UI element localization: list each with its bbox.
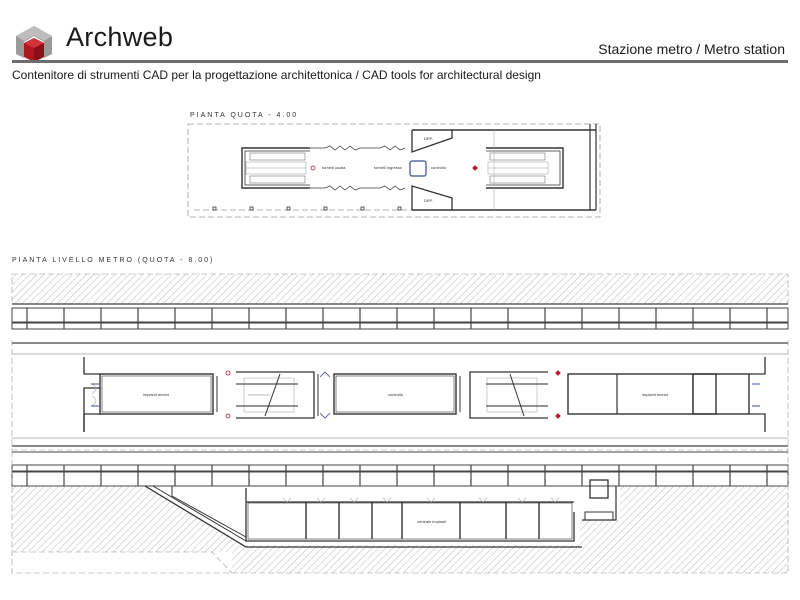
plan-quota-4 — [188, 112, 600, 217]
room-label-dep-top: DEP. — [424, 136, 433, 141]
plan-label-livello-metro: PIANTA LIVELLO METRO (QUOTA - 8.00) — [12, 257, 215, 264]
room-label-dep-bottom: DEP. — [424, 198, 433, 203]
plan-livello-metro — [12, 257, 788, 573]
room-label-controllo: controllo — [431, 165, 447, 170]
room-label-tornelli-uscita: tornelli uscita — [322, 165, 346, 170]
room-label-centrale-impianti: centrale impianti — [417, 519, 447, 524]
room-label-tornelli-ingresso: tornelli ingresso — [374, 165, 403, 170]
page-title: Stazione metro / Metro station — [598, 41, 785, 57]
room-label-controllo-metro: controllo — [388, 392, 404, 397]
room-label-impianti-tecnici-left: impianti tecnici — [143, 392, 170, 397]
brand-name[interactable]: Archweb — [66, 22, 174, 52]
room-label-impianti-tecnici-right: impianti tecnici — [642, 392, 669, 397]
plan-label-quota-4: PIANTA QUOTA - 4.00 — [190, 112, 299, 119]
page-subtitle: Contenitore di strumenti CAD per la progettazione architettonica / CAD tools for architectural design — [12, 68, 541, 82]
